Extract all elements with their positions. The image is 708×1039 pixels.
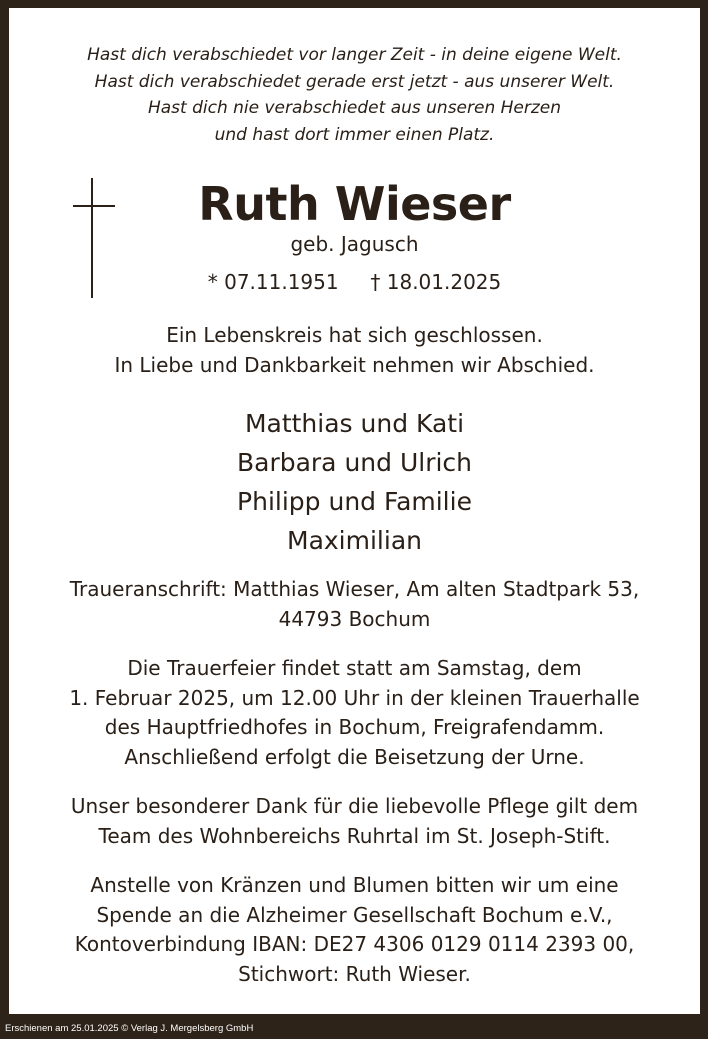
- mourning-address: [9, 575, 700, 634]
- family-list: [9, 404, 700, 560]
- poem-line: Hast dich verabschiedet vor langer Zeit - in deine eigene Welt.: [87, 45, 622, 65]
- family-member: Barbara und Ulrich: [236, 448, 473, 477]
- family-member: Matthias und Kati: [244, 409, 465, 438]
- thanks-line: Team des Wohnbereichs Ruhrtal im St. Joseph-Stift.: [98, 823, 611, 848]
- poem-line: Hast dich nie verabschiedet aus unseren Herzen: [147, 98, 562, 118]
- donation-line: Spende an die Alzheimer Gesellschaft Bochum e.V.,: [96, 902, 613, 927]
- family-member: Maximilian: [287, 526, 422, 555]
- donation-line: Anstelle von Kränzen und Blumen bitten wir um eine: [90, 873, 619, 897]
- intro-line: In Liebe und Dankbarkeit nehmen wir Abschied.: [114, 353, 595, 377]
- family-member: Philipp und Familie: [237, 487, 472, 516]
- maiden-name: geb. Jagusch: [290, 232, 419, 256]
- address-line: 44793 Bochum: [278, 606, 431, 631]
- obituary-notice: [9, 8, 700, 1014]
- publication-footer: Erschienen am 25.01.2025 © Verlag J. Mergelsberg GmbH: [5, 1023, 254, 1034]
- funeral-line: 1. Februar 2025, um 12.00 Uhr in der kleinen Trauerhalle: [69, 685, 640, 710]
- intro-text: [9, 320, 700, 380]
- funeral-line: Die Trauerfeier findet statt am Samstag, dem: [127, 656, 582, 680]
- donation-line: Stichwort: Ruth Wieser.: [238, 961, 471, 986]
- funeral-line: Anschließend erfolgt die Beisetzung der Urne.: [124, 744, 585, 769]
- thanks-line: Unser besonderer Dank für die liebevolle Pflege gilt dem: [70, 794, 639, 818]
- intro-line: Ein Lebenskreis hat sich geschlossen.: [166, 323, 543, 347]
- address-line: Traueranschrift: Matthias Wieser, Am alten Stadtpark 53,: [69, 577, 640, 601]
- poem: [9, 42, 700, 148]
- deceased-name: Ruth Wieser: [198, 177, 511, 231]
- funeral-details: [9, 654, 700, 772]
- poem-line: und hast dort immer einen Platz.: [214, 124, 495, 145]
- donation-line: Kontoverbindung IBAN: DE27 4306 0129 0114 2393 00,: [74, 932, 635, 956]
- donation-request: [9, 871, 700, 989]
- life-dates: * 07.11.1951 † 18.01.2025: [207, 270, 502, 294]
- poem-line: Hast dich verabschiedet gerade erst jetzt - aus unserer Welt.: [94, 71, 615, 92]
- thanks-text: [9, 792, 700, 851]
- funeral-line: des Hauptfriedhofes in Bochum, Freigrafendamm.: [104, 715, 605, 739]
